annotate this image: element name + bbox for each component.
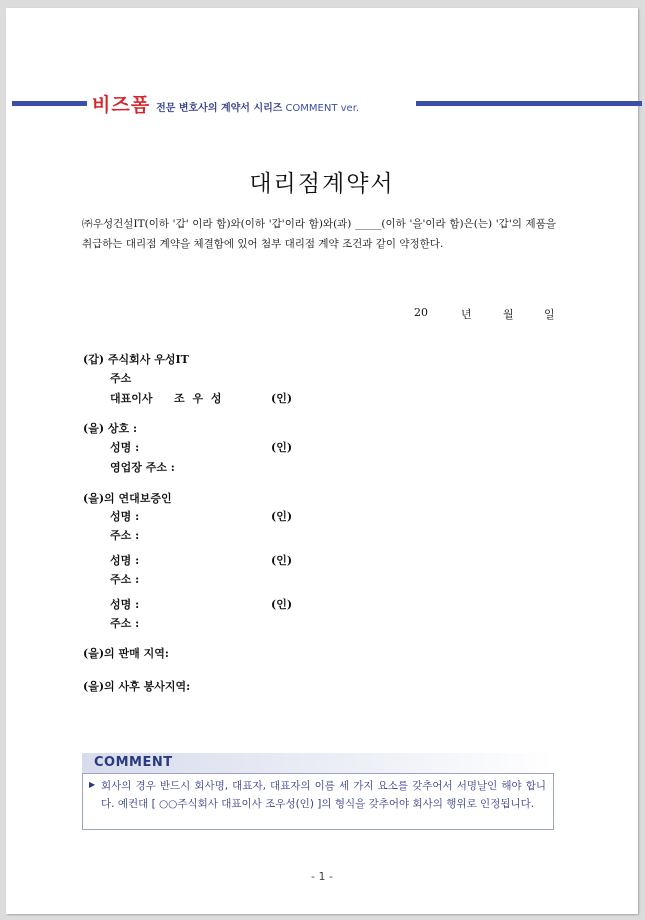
party-a-seal: (인)	[271, 392, 293, 405]
sales-region-label: (을)의 판매 지역:	[83, 647, 169, 660]
series-title: 전문 변호사의 계약서 시리즈	[156, 103, 283, 114]
guarantor-1-address-label: 주소 :	[110, 529, 140, 542]
guarantor-3-address-label: 주소 :	[110, 617, 140, 630]
brand-logo-text: 비즈폼	[92, 94, 151, 116]
page-number: - 1 -	[311, 870, 333, 883]
contract-intro-paragraph: ㈜우성건설IT(이하 '갑' 이라 함)와(이하 '갑'이라 함)와(과) _____(이하 '을'이라 함)은(는) '갑'의 제품을 취급하는 대리점 계약을 체결함에 있어 첨부 대리점 계약 조건과 같이 약정한다.	[82, 218, 556, 250]
party-a-address-label: 주소	[110, 372, 132, 385]
comment-text: 회사의 경우 반드시 회사명, 대표자, 대표자의 이름 세 가지 요소를 갖추어서 서명날인 해야 합니다. 예컨대 [ ○○주식회사 대표이사 조우성(인) ]의 형식을 갖추어야 회사의 행위로 인정됩니다.	[101, 780, 546, 810]
date-year-label: 년	[461, 308, 472, 321]
party-b-name-label: 성명 :	[110, 441, 140, 454]
guarantor-1-seal: (인)	[271, 510, 293, 523]
comment-label: COMMENT	[94, 755, 173, 770]
guarantor-2-name-label: 성명 :	[110, 554, 140, 567]
party-a-ceo-name: 조 우 성	[174, 392, 224, 405]
guarantor-heading: (을)의 연대보증인	[83, 492, 172, 505]
party-b-seal: (인)	[271, 441, 293, 454]
triangle-bullet-icon: ▶	[89, 780, 96, 789]
guarantor-2-address-label: 주소 :	[110, 573, 140, 586]
document-page	[6, 8, 638, 914]
comment-header	[82, 753, 554, 773]
header-rule-right	[416, 101, 642, 106]
guarantor-3-name-label: 성명 :	[110, 598, 140, 611]
service-region-label: (을)의 사후 봉사지역:	[83, 680, 191, 693]
guarantor-2-seal: (인)	[271, 554, 293, 567]
date-month-label: 월	[503, 308, 514, 321]
party-a-heading: (갑) 주식회사 우성IT	[83, 353, 189, 366]
page-header	[12, 90, 638, 114]
guarantor-3-seal: (인)	[271, 598, 293, 611]
document-title: 대리점계약서	[249, 171, 395, 197]
party-b-business-address-label: 영업장 주소 :	[110, 461, 175, 474]
header-rule-left	[12, 101, 87, 106]
guarantor-1-name-label: 성명 :	[110, 510, 140, 523]
comment-box	[82, 753, 554, 828]
series-edition: COMMENT ver.	[285, 103, 360, 114]
header-title	[92, 90, 359, 117]
date-year: 20	[414, 306, 428, 319]
party-b-heading: (을) 상호 :	[83, 422, 138, 435]
party-a-ceo-label: 대표이사	[110, 392, 153, 405]
date-day-label: 일	[544, 308, 555, 321]
comment-body	[82, 773, 554, 830]
